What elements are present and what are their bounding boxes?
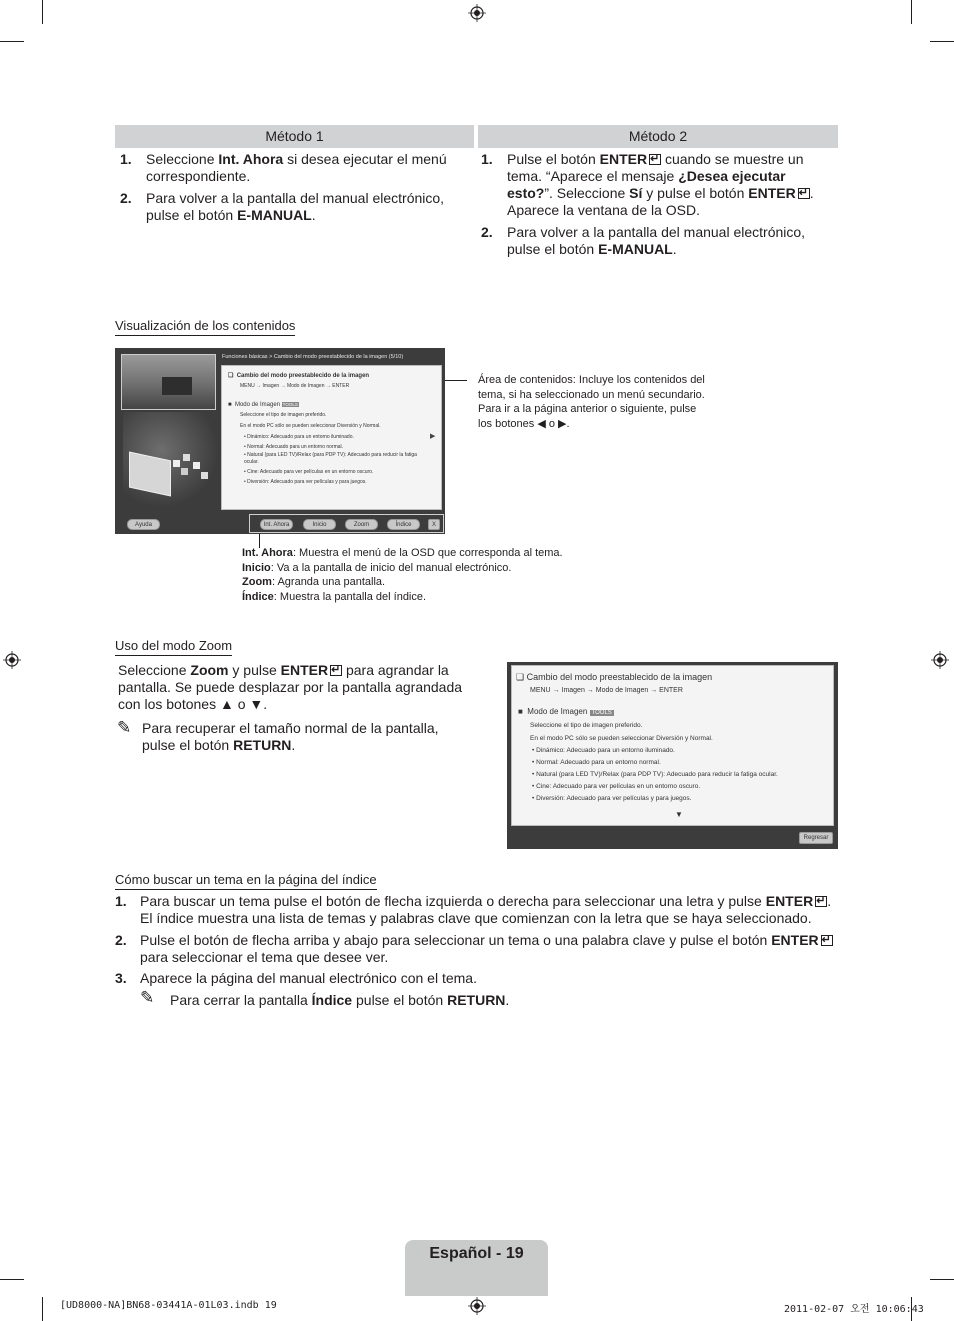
mode-note: En el modo PC sólo se pueden seleccionar Diversión y Normal.	[240, 423, 381, 429]
zoomed-content-area	[511, 665, 834, 826]
legend-item: Inicio: Va a la pantalla de inicio del manual electrónico.	[242, 561, 512, 574]
content-area	[221, 365, 442, 510]
breadcrumb: Funciones básicas > Cambio del modo preestablecido de la imagen (5/10)	[222, 354, 404, 360]
crop-mark	[911, 0, 912, 24]
contents-section-title: Visualización de los contenidos	[115, 318, 295, 336]
crop-mark	[42, 1297, 43, 1321]
zoom-bullet-list	[532, 745, 832, 805]
legend-item: Zoom: Agranda una pantalla.	[242, 576, 386, 589]
crop-mark	[0, 41, 24, 42]
registration-mark-icon	[468, 4, 486, 22]
list-item: • Cine: Adecuado para ver películas en un entorno oscuro.	[244, 469, 374, 475]
button-legend	[242, 546, 642, 605]
enter-icon	[798, 188, 810, 199]
enter-icon	[821, 935, 833, 946]
crop-mark	[42, 0, 43, 24]
list-item: • Diversión: Adecuado para ver películas y para juegos.	[244, 478, 367, 485]
footer-file-info: [UD8000-NA]BN68-03441A-01L03.indb 19	[60, 1300, 277, 1311]
tv-illustration	[123, 412, 219, 508]
legend-item: Int. Ahora: Muestra el menú de la OSD que corresponda al tema.	[242, 547, 563, 559]
method2-header: Método 2	[478, 125, 838, 148]
pencil-note-icon: ✎	[140, 988, 155, 1007]
registration-mark-icon	[931, 651, 949, 669]
crop-mark	[0, 1279, 24, 1280]
content-area-description: Área de contenidos: Incluye los contenidos del tema, si ha seleccionado un menú secundario. Para ir a la página anterior o siguiente, pulse los botones ◀ o ▶.	[478, 374, 705, 431]
registration-mark-icon	[3, 651, 21, 669]
zoom-sub-desc: Seleccione el tipo de imagen preferido.	[530, 722, 643, 729]
zoom-sub-title: ■ Modo de Imagen TOOLS	[518, 707, 612, 716]
topic-title: ❑ Cambio del modo preestablecido de la imagen	[228, 373, 370, 379]
zoom-note: Para recuperar el tamaño normal de la pantalla, pulse el botón RETURN.	[142, 720, 439, 753]
menu-path: MENU → Imagen → Modo de Imagen → ENTER	[240, 383, 350, 389]
zoom-section-title: Uso del modo Zoom	[115, 638, 232, 656]
sub-title: ■ Modo de Imagen TOOLS	[228, 402, 298, 408]
close-button[interactable]: X	[428, 519, 440, 530]
index-note: Para cerrar la pantalla Índice pulse el botón RETURN.	[170, 992, 510, 1008]
indice-button[interactable]: Índice	[387, 519, 420, 530]
zoom-button[interactable]: Zoom	[345, 519, 378, 530]
pencil-note-icon: ✎	[117, 718, 132, 737]
crop-mark	[930, 1279, 954, 1280]
crop-mark	[930, 41, 954, 42]
list-item: • Natural (para LED TV)/Relax (para PDP TV): Adecuado para reducir la fatiga ocular.	[532, 771, 778, 778]
int-ahora-button[interactable]: Int. Ahora	[260, 519, 293, 530]
emanual-screen	[115, 348, 445, 534]
list-item: • Dinámico: Adecuado para un entorno iluminado.	[532, 747, 675, 754]
list-item: • Normal: Adecuado para un entorno normal.	[244, 443, 344, 450]
method1-header: Método 1	[115, 125, 474, 148]
registration-mark-icon	[468, 1297, 486, 1315]
bullet-list	[244, 433, 429, 487]
zoom-screen	[507, 662, 838, 849]
help-button[interactable]: Ayuda	[127, 519, 160, 530]
zoom-menu-path: MENU → Imagen → Modo de Imagen → ENTER	[530, 687, 683, 694]
floating-icons	[173, 452, 213, 482]
enter-icon	[330, 665, 342, 676]
scroll-down-arrow-icon[interactable]: ▼	[675, 810, 683, 819]
list-item: • Normal: Adecuado para un entorno normal.	[532, 759, 661, 766]
zoom-mode-note: En el modo PC sólo se pueden seleccionar Diversión y Normal.	[530, 735, 713, 742]
inicio-button[interactable]: Inicio	[303, 519, 336, 530]
list-item: • Diversión: Adecuado para ver películas y para juegos.	[532, 795, 692, 802]
return-button[interactable]: Regresar	[799, 832, 833, 844]
barn-shape	[162, 377, 192, 395]
legend-item: Índice: Muestra la pantalla del índice.	[242, 591, 427, 604]
sub-desc: Seleccione el tipo de imagen preferido.	[240, 412, 327, 418]
callout-line	[445, 380, 467, 381]
zoom-topic-title: ❑ Cambio del modo preestablecido de la imagen	[516, 672, 713, 682]
zoom-paragraph: Seleccione Zoom y pulse ENTER↵ para agrandar la pantalla. Se puede desplazar por la pantalla agrandada con los botones ▲ o ▼.	[118, 662, 468, 713]
landscape-thumbnail	[121, 354, 216, 410]
footer-timestamp: 2011-02-07 오전 10:06:43	[784, 1304, 924, 1315]
index-section-title: Cómo buscar un tema en la página del índice	[115, 872, 377, 890]
list-item: • Dinámico: Adecuado para un entorno iluminado.	[244, 434, 354, 440]
tv-shape	[129, 452, 171, 497]
page-number-tab: Español - 19	[405, 1240, 548, 1296]
enter-icon	[649, 154, 661, 165]
list-item: • Natural (para LED TV)/Relax (para PDP TV): Adecuado para reducir la fatiga ocular.	[244, 452, 417, 465]
next-page-arrow-icon[interactable]: ▶	[430, 433, 436, 440]
list-item: • Cine: Adecuado para ver películas en un entorno oscuro.	[532, 783, 701, 790]
enter-icon	[815, 896, 827, 907]
